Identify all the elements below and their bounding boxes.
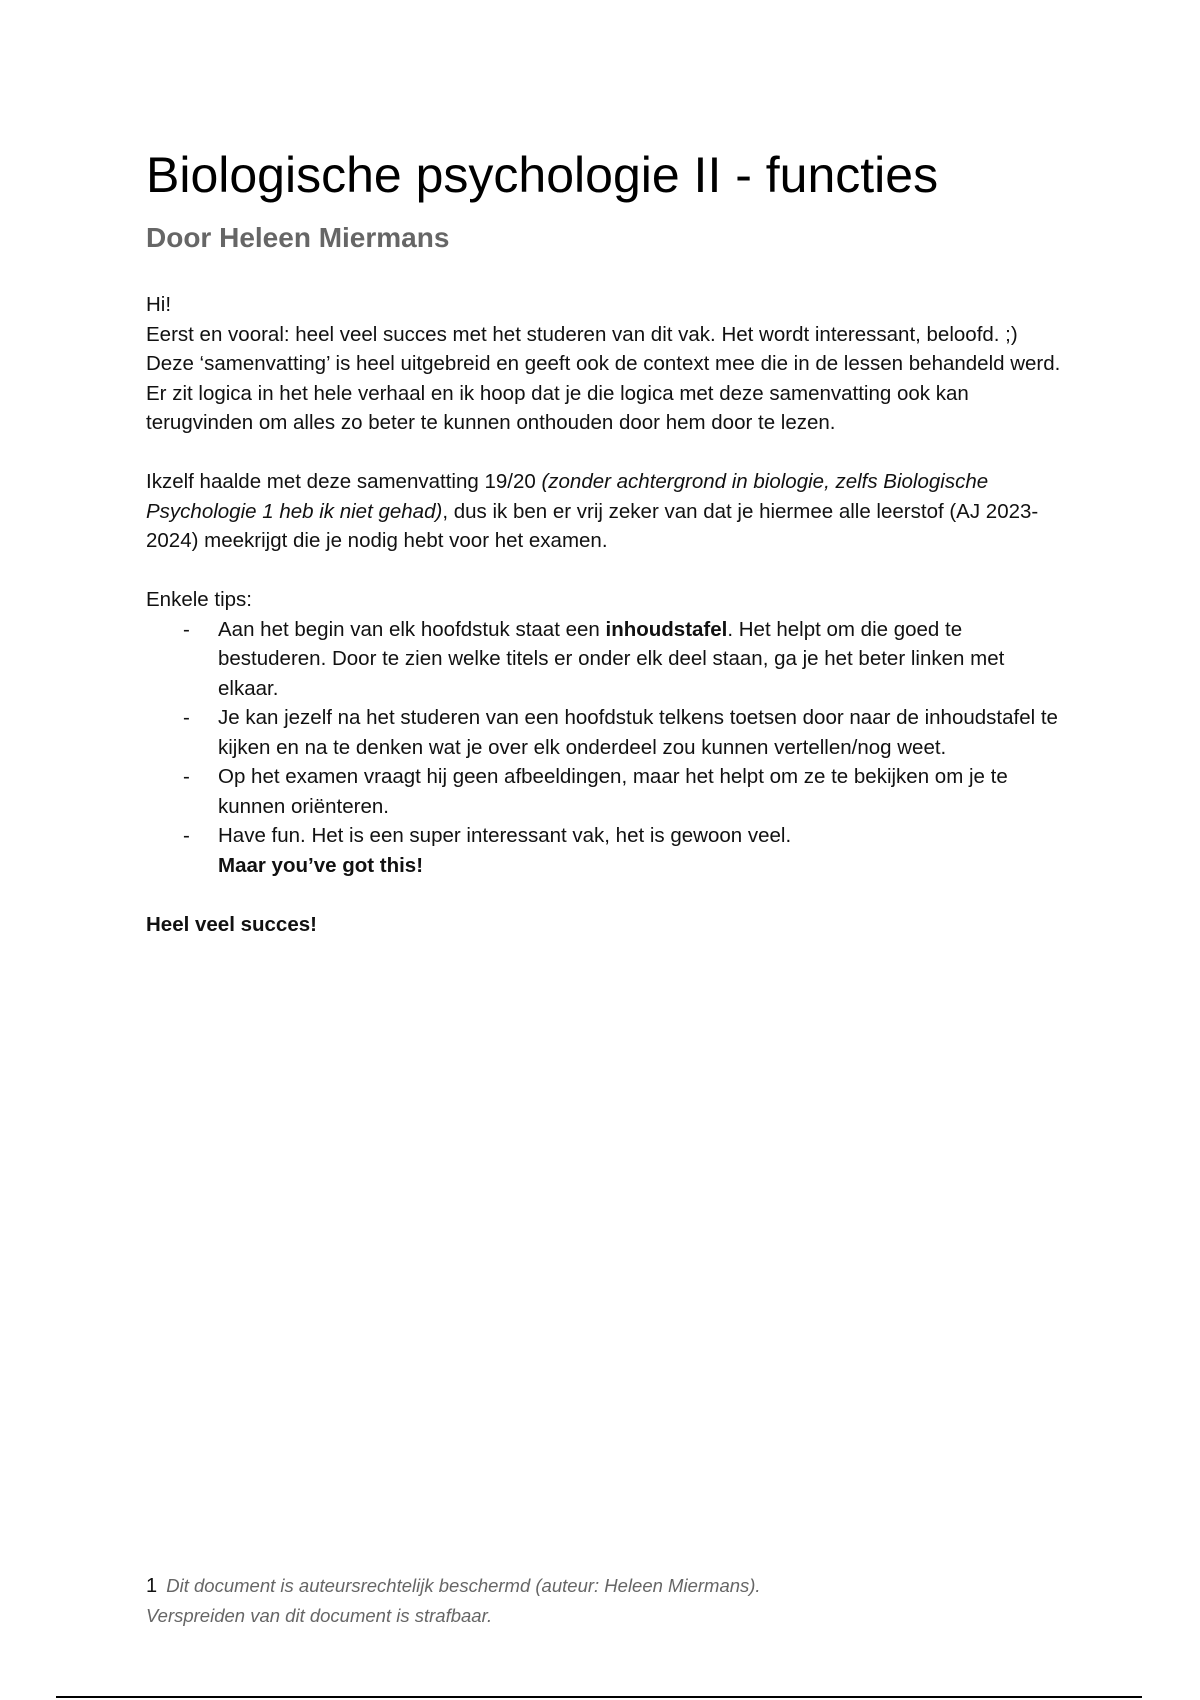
result-text-end: , dus ik ben er vrij zeker van dat je hiermee alle leerstof (AJ 2023-2024) meekrijgt die je nodig hebt voor het examen. [146, 499, 1039, 552]
list-dash: - [183, 765, 190, 788]
list-item [146, 703, 1066, 762]
tip-text-bold: inhoudstafel [605, 617, 728, 641]
tip-text-end: . Het helpt om die goed te bestuderen. Door te zien welke titels er onder elk deel staan, ga je het beter linken met elkaar. [218, 617, 1005, 700]
footnote-number: 1 [146, 1575, 158, 1597]
intro-paragraph: Eerst en vooral: heel veel succes met het studeren van dit vak. Het wordt interessant, beloofd. ;) Deze ‘samenvatting’ is heel uitgebreid en geeft ook de context mee die in de lessen behandeld werd. Er zit logica in het hele verhaal en ik hoop dat je die logica met deze samenvatting ook kan terugvinden om alles zo beter te kunnen onthouden door hem door te lezen. [146, 322, 1061, 434]
list-dash: - [183, 824, 190, 847]
tips-list [146, 615, 1066, 881]
closing-line: Heel veel succes! [146, 912, 317, 936]
document-body [146, 290, 1066, 939]
tip-text: Have fun. Het is een super interessant vak, het is gewoon veel. [218, 824, 792, 847]
tips-heading: Enkele tips: [146, 588, 252, 611]
tip-text: Op het examen vraagt hij geen afbeeldingen, maar het helpt om ze te bekijken om je te kunnen oriënteren. [218, 765, 1008, 818]
tip-text-start: Aan het begin van elk hoofdstuk staat een [218, 617, 606, 641]
list-dash: - [183, 706, 190, 729]
result-text-italic: (zonder achtergrond in biologie, zelfs Biologische Psychologie 1 heb ik niet gehad) [146, 470, 989, 523]
footnote-line-1: Dit document is auteursrechtelijk beschermd (auteur: Heleen Miermans). [166, 1575, 761, 1596]
list-dash: - [183, 617, 190, 641]
tip-bold-line: Maar you’ve got this! [218, 853, 424, 877]
footnote-line-2: Verspreiden van dit document is strafbaar. [146, 1605, 493, 1626]
greeting: Hi! [146, 293, 172, 316]
document-subtitle: Door Heleen Miermans [146, 222, 450, 253]
document-title: Biologische psychologie II - functies [146, 147, 939, 203]
bottom-divider [56, 1696, 1142, 1698]
list-item [146, 762, 1066, 821]
list-item [146, 821, 1066, 880]
tip-text: Je kan jezelf na het studeren van een hoofdstuk telkens toetsen door naar de inhoudstafel te kijken en na te denken wat je over elk onderdeel zou kunnen vertellen/nog weet. [218, 706, 1058, 759]
result-text-start: Ikzelf haalde met deze samenvatting 19/20 [146, 470, 542, 493]
result-paragraph [146, 467, 1066, 556]
list-item [146, 615, 1066, 704]
footnote [146, 1571, 1046, 1630]
